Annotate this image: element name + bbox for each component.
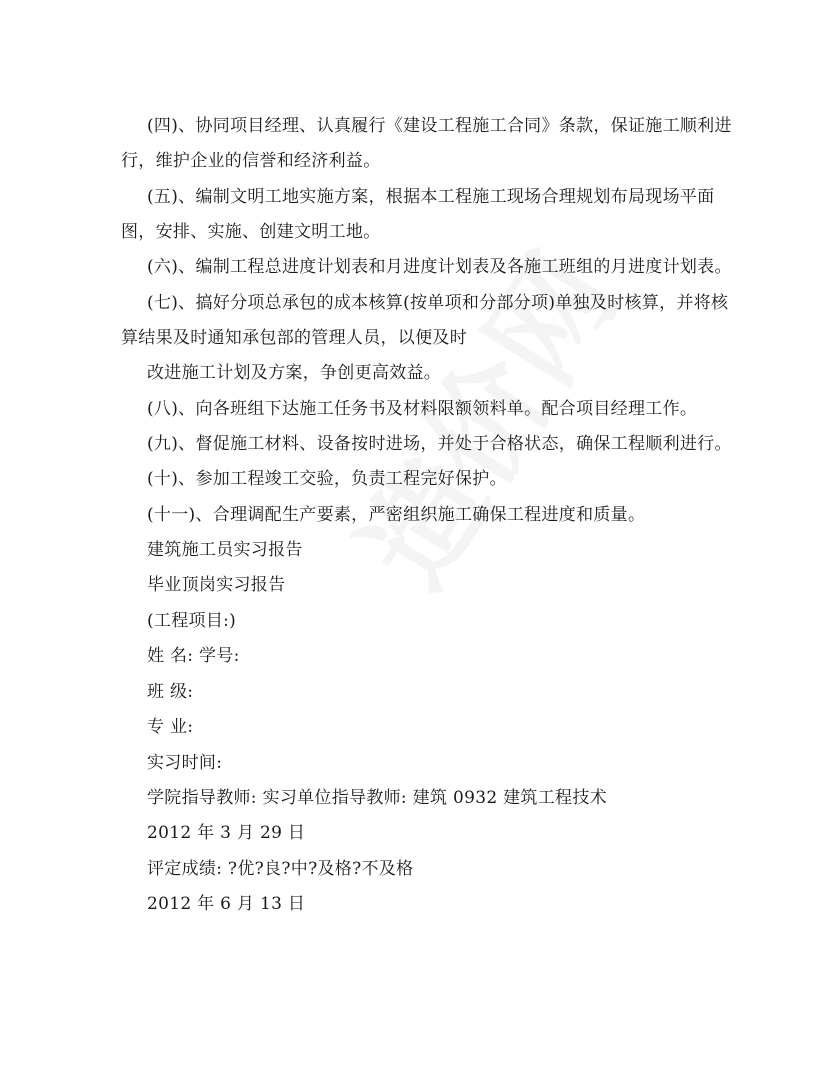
grade-field: 评定成绩: ?优?良?中?及格?不及格 [147, 859, 414, 879]
report-title: 建筑施工员实习报告 [147, 540, 303, 560]
class-field: 班 级: [147, 682, 194, 702]
paragraph-line-8: (八)、向各班组下达施工任务书及材料限额领料单。配合项目经理工作。 [147, 399, 698, 419]
end-date: 2012 年 6 月 13 日 [147, 894, 306, 914]
name-id-field: 姓 名: 学号: [147, 646, 240, 666]
paragraph-line-10: (十)、参加工程竣工交验，负责工程完好保护。 [147, 469, 507, 489]
instructors-field: 学院指导教师: 实习单位指导教师: 建筑 0932 建筑工程技术 [147, 788, 607, 808]
paragraph-line-6: (六)、编制工程总进度计划表和月进度计划表及各施工班组的月进度计划表。 [147, 257, 732, 277]
paragraph-line-7-cont: 算结果及时通知承包部的管理人员，以便及时 [121, 328, 467, 348]
paragraph-line-7-cont2: 改进施工计划及方案，争创更高效益。 [147, 363, 442, 383]
paragraph-line-4: (四)、协同项目经理、认真履行《建设工程施工合同》条款，保证施工顺利进 [147, 116, 732, 136]
internship-time-field: 实习时间: [147, 753, 223, 773]
report-subtitle: 毕业顶岗实习报告 [147, 575, 286, 595]
paragraph-line-7: (七)、搞好分项总承包的成本核算(按单项和分部分项)单独及时核算，并将核 [147, 293, 729, 313]
project-field: (工程项目:) [147, 611, 237, 631]
paragraph-line-9: (九)、督促施工材料、设备按时进场，并处于合格状态，确保工程顺利进行。 [147, 434, 732, 454]
start-date: 2012 年 3 月 29 日 [147, 823, 306, 843]
major-field: 专 业: [147, 717, 194, 737]
paragraph-line-5: (五)、编制文明工地实施方案，根据本工程施工现场合理规划布局现场平面 [147, 187, 715, 207]
paragraph-line-4-cont: 行，维护企业的信誉和经济利益。 [121, 151, 381, 171]
paragraph-line-11: (十一)、合理调配生产要素，严密组织施工确保工程进度和质量。 [147, 505, 646, 525]
paragraph-line-5-cont: 图，安排、实施、创建文明工地。 [121, 222, 381, 242]
